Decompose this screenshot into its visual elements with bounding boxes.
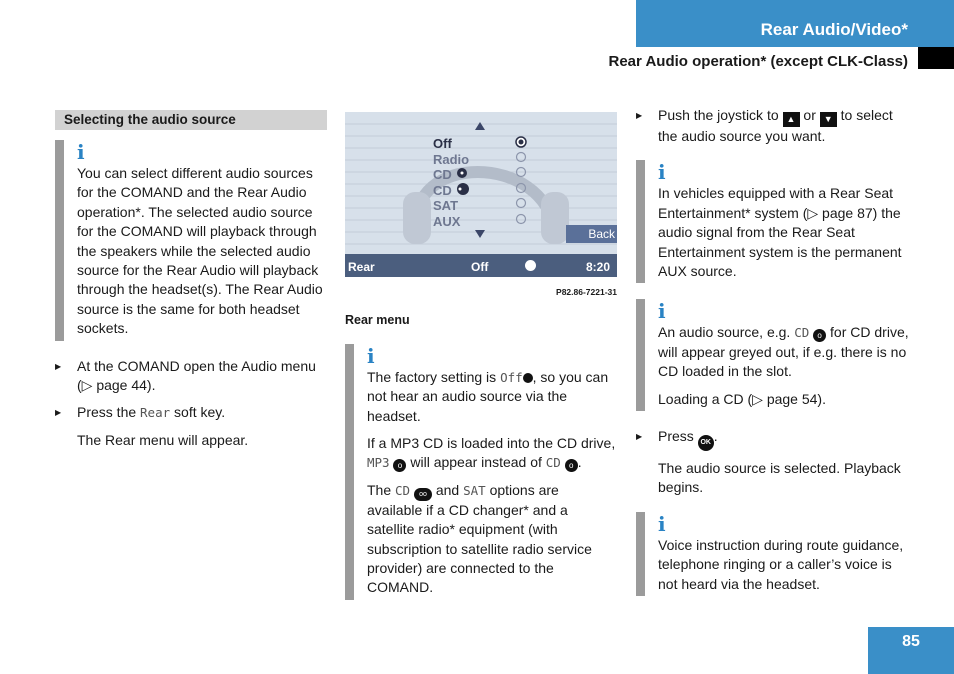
info-icon: i bbox=[658, 299, 666, 324]
menu-item-off[interactable]: Off bbox=[433, 136, 452, 151]
info-box bbox=[55, 140, 327, 341]
info-icon: i bbox=[658, 511, 666, 536]
info-voice-text: Voice instruction during route guidance, telephone ringing or a caller’s voice is not heard via the headset. bbox=[658, 536, 904, 592]
headphones-illustration bbox=[345, 112, 617, 277]
info-greyed-text: An audio source, e.g. CD o for CD drive, will appear greyed out, if e.g. there is no CD loaded in the slot. bbox=[658, 324, 909, 380]
ok-button-icon: OK bbox=[698, 435, 714, 451]
status-value: Off bbox=[471, 260, 489, 274]
info-rse-text: In vehicles equipped with a Rear Seat Entertainment* system (▷ page 87) the audio signal from the Rear Seat Entertainment system is the permanent AUX source. bbox=[658, 185, 902, 280]
disc-icon bbox=[525, 260, 536, 271]
step-press-rear: ▶ Press the Rear soft key. bbox=[55, 403, 327, 422]
info-box-voice bbox=[636, 512, 910, 596]
note-factory-setting: The factory setting is Off , so you can not hear an audio source via the headset. bbox=[367, 368, 609, 424]
info-box-rse bbox=[636, 160, 910, 283]
menu-item-radio[interactable]: Radio bbox=[433, 152, 470, 167]
header-marker bbox=[918, 47, 954, 69]
status-time: 8:20 bbox=[586, 260, 611, 274]
status-source: Rear bbox=[348, 260, 375, 274]
rear-menu-screen bbox=[345, 112, 617, 277]
status-bar bbox=[345, 254, 617, 277]
cd-disc-icon: o bbox=[565, 459, 578, 472]
section-header-tab: Rear Audio/Video* bbox=[636, 0, 954, 47]
note-options: The CD oo and SAT options are available if a CD changer* and a satellite radio* equipment (with subscription to satellite radio service provider) are connected to the COMAND. bbox=[367, 481, 592, 596]
step-result: The Rear menu will appear. bbox=[77, 431, 249, 448]
menu-item-aux[interactable]: AUX bbox=[433, 214, 461, 229]
cd-disc-icon: o bbox=[813, 329, 826, 342]
radio-selected-icon bbox=[523, 373, 533, 383]
middle-column bbox=[345, 112, 617, 600]
info-icon: i bbox=[77, 140, 85, 164]
menu-item-sat[interactable]: SAT bbox=[433, 198, 459, 213]
step-push-joystick: ▶ Push the joystick to ▲ or ▼ to select the audio source you want. bbox=[636, 106, 910, 146]
section-heading: Selecting the audio source bbox=[55, 110, 327, 130]
menu-item-cd-changer[interactable]: CD bbox=[433, 183, 452, 198]
left-column bbox=[55, 110, 327, 450]
page-number: 85 bbox=[868, 627, 954, 674]
note-mp3: If a MP3 CD is loaded into the CD drive, MP3 o will appear instead of CD o . bbox=[367, 435, 616, 471]
step-open-audio-menu: ▶ At the COMAND open the Audio menu (▷ page 44). bbox=[55, 357, 327, 396]
image-reference: P82.86-7221-31 bbox=[556, 287, 617, 297]
info-loading-cd: Loading a CD (▷ page 54). bbox=[658, 390, 826, 407]
page-subtitle: Rear Audio operation* (except CLK-Class) bbox=[608, 53, 908, 70]
info-box-greyed-source bbox=[636, 299, 910, 411]
menu-item-cd[interactable]: CD bbox=[433, 167, 452, 182]
joystick-up-icon: ▲ bbox=[783, 112, 800, 127]
info-box-factory-setting bbox=[345, 344, 617, 600]
step-result-playback: The audio source is selected. Playback begins. bbox=[658, 460, 901, 496]
step-press-ok: ▶ Press OK . bbox=[636, 427, 910, 451]
cd-disc-icon: o bbox=[393, 459, 406, 472]
rear-softkey-label: Rear bbox=[140, 405, 171, 421]
info-icon: i bbox=[658, 160, 666, 185]
back-softkey[interactable]: Back bbox=[566, 225, 617, 243]
info-icon: i bbox=[367, 343, 375, 368]
figure-caption: Rear menu bbox=[345, 313, 410, 328]
right-column bbox=[636, 106, 910, 596]
joystick-down-icon: ▼ bbox=[820, 112, 837, 127]
info-text: You can select different audio sources for the COMAND and the Rear Audio operation*. The selected audio source for the COMAND will playback through the speakers while the selected audio source for the Rear Audio will playback through the headset(s). The Rear Audio source is the same for both headset sockets. bbox=[77, 165, 323, 337]
cd-changer-icon: oo bbox=[414, 488, 432, 501]
